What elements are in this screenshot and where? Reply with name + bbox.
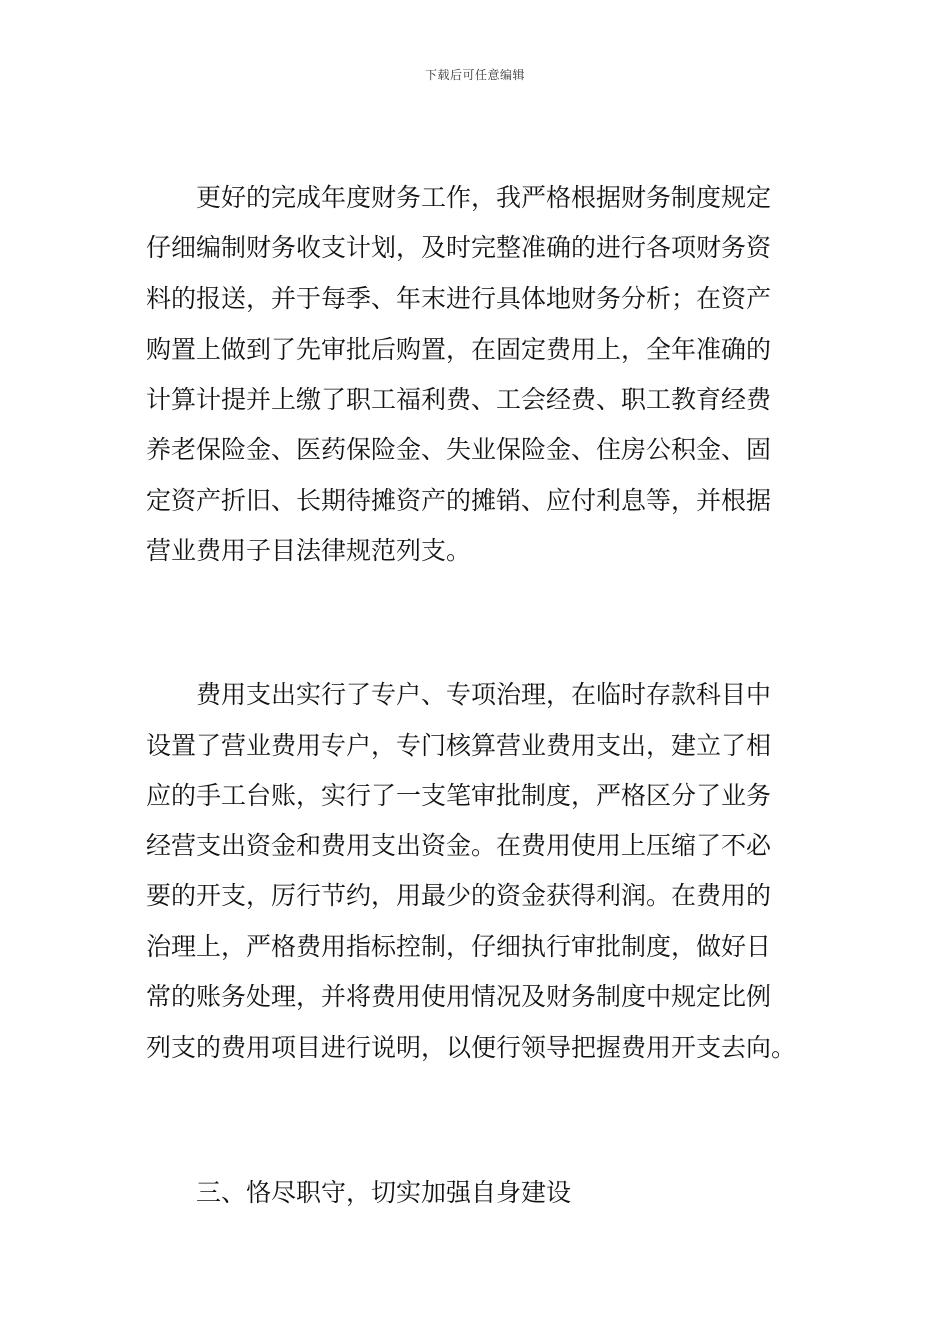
- page-header: 下载后可任意编辑: [424, 68, 525, 82]
- paragraph-1-line-2: 仔细编制财务收支计划，及时完整准确的进行各项财务资: [146, 233, 772, 262]
- paragraph-2-line-2: 设置了营业费用专户，专门核算营业费用支出，建立了相: [146, 731, 772, 760]
- paragraph-2-line-5: 要的开支，厉行节约，用最少的资金获得利润。在费用的: [146, 881, 772, 910]
- paragraph-2-line-3: 应的手工台账，实行了一支笔审批制度，严格区分了业务: [146, 781, 772, 810]
- paragraph-1-line-7: 定资产折旧、长期待摊资产的摊销、应付利息等，并根据: [146, 486, 772, 515]
- paragraph-1-line-1: 更好的完成年度财务工作，我严格根据财务制度规定: [196, 183, 772, 212]
- paragraph-1-line-3: 料的报送，并于每季、年末进行具体地财务分析；在资产: [146, 284, 772, 313]
- section-heading: 三、恪尽职守，切实加强自身建设: [196, 1178, 572, 1207]
- paragraph-2-line-8: 列支的费用项目进行说明，以便行领导把握费用开支去向。: [146, 1033, 797, 1062]
- paragraph-2-line-4: 经营支出资金和费用支出资金。在费用使用上压缩了不必: [146, 831, 772, 860]
- paragraph-2-line-6: 治理上，严格费用指标控制，仔细执行审批制度，做好日: [146, 932, 772, 961]
- paragraph-1-line-5: 计算计提并上缴了职工福利费、工会经费、职工教育经费: [146, 385, 772, 414]
- paragraph-2-line-7: 常的账务处理，并将费用使用情况及财务制度中规定比例: [146, 982, 772, 1011]
- paragraph-1-line-8: 营业费用子目法律规范列支。: [146, 536, 472, 565]
- paragraph-1-line-4: 购置上做到了先审批后购置，在固定费用上，全年准确的: [146, 335, 772, 364]
- paragraph-2-line-1: 费用支出实行了专户、专项治理，在临时存款科目中: [196, 680, 772, 709]
- paragraph-1-line-6: 养老保险金、医药保险金、失业保险金、住房公积金、固: [146, 435, 772, 464]
